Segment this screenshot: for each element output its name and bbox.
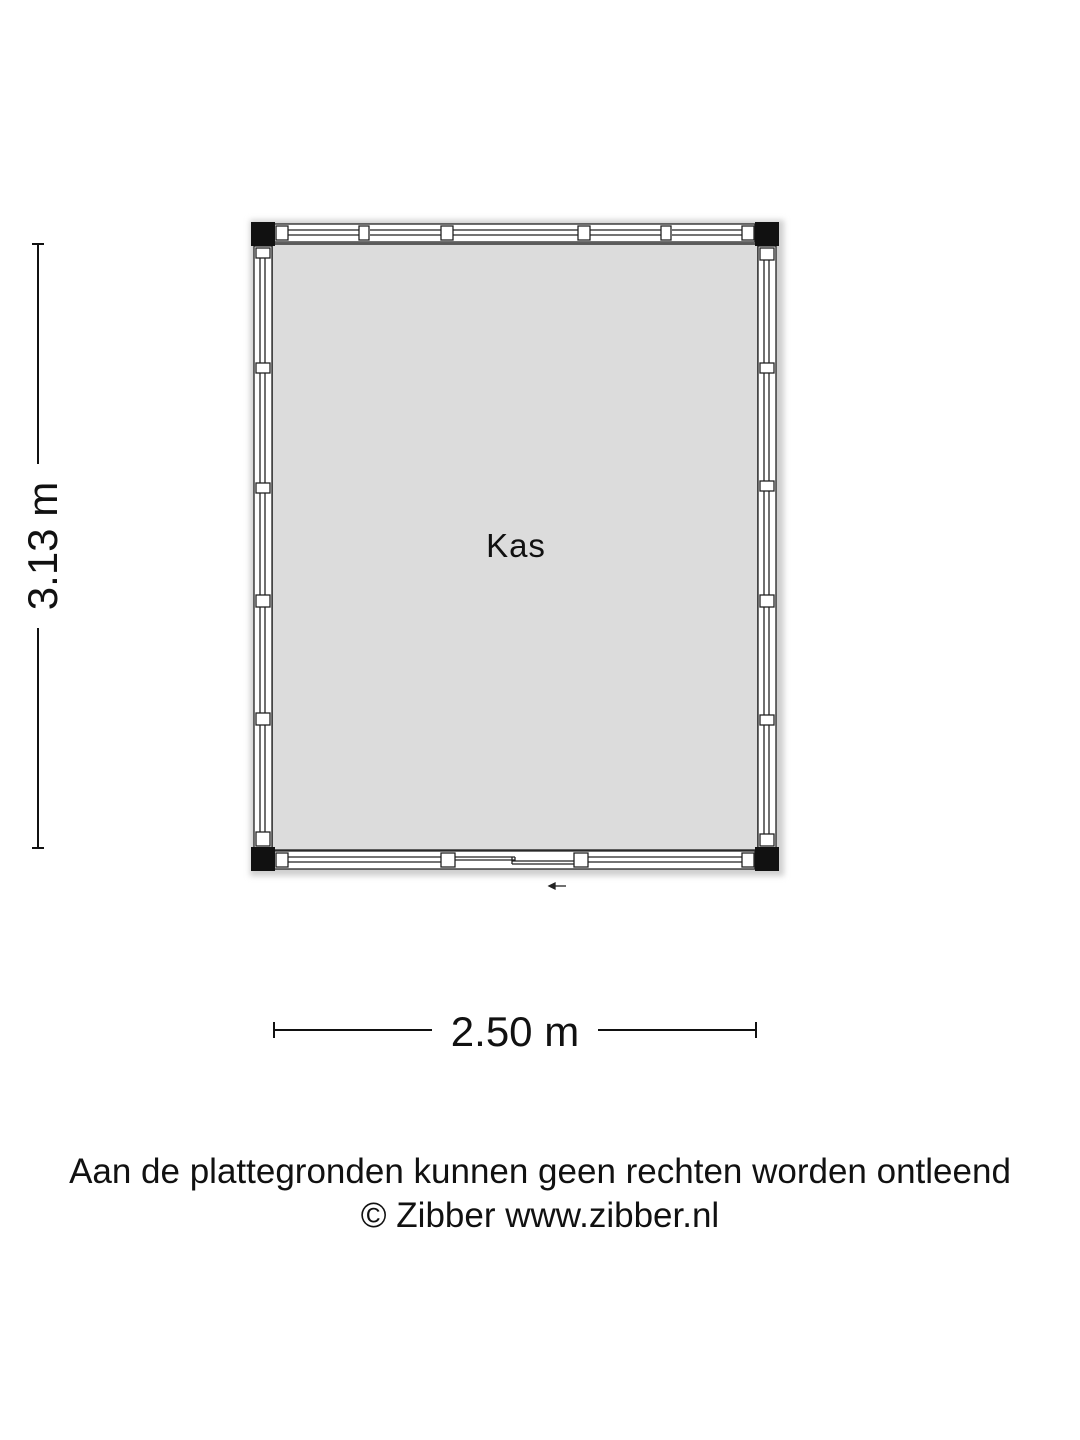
room-label: Kas bbox=[486, 527, 546, 564]
height-dimension-label: 3.13 m bbox=[19, 481, 66, 611]
wall-right bbox=[758, 246, 776, 848]
wall-top bbox=[273, 224, 755, 242]
door-direction-arrow bbox=[549, 883, 566, 889]
wall-left bbox=[254, 246, 272, 848]
disclaimer-text: Aan de plattegronden kunnen geen rechten worden ontleend bbox=[69, 1152, 1011, 1191]
width-dimension-label: 2.50 m bbox=[450, 1008, 580, 1055]
copyright-text: © Zibber www.zibber.nl bbox=[360, 1196, 720, 1235]
